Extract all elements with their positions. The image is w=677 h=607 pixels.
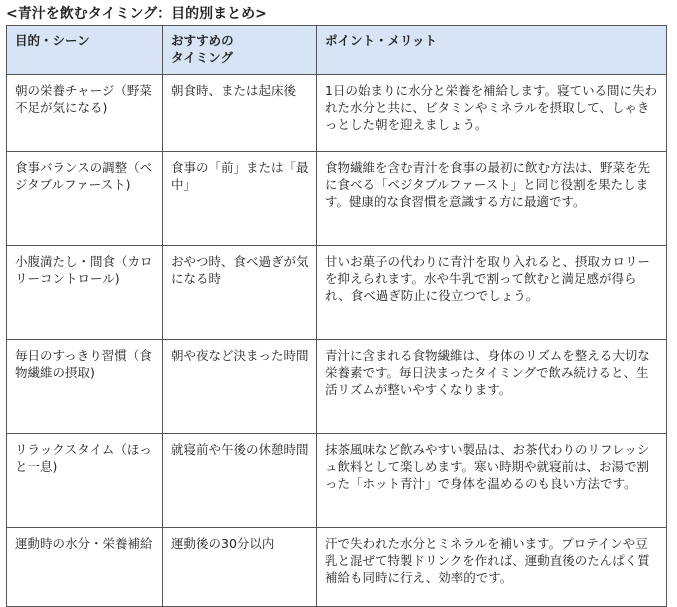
cell-scene: 食事バランスの調整（ベジタブルファースト) (7, 152, 163, 246)
cell-merit: 汗で失われた水分とミネラルを補います。プロテインや豆乳と混ぜて特製ドリンクを作れば、運動直後のたんぱく質補給も同時に行え、効率的です。 (317, 528, 667, 607)
table-header-row (7, 26, 667, 75)
table-row (7, 434, 667, 528)
table-row (7, 528, 667, 607)
cell-scene: 毎日のすっきり習慣（食物繊維の摂取) (7, 340, 163, 434)
cell-timing: 就寝前や午後の休憩時間 (163, 434, 317, 528)
cell-timing: おやつ時、食べ過ぎが気になる時 (163, 246, 317, 340)
table-row (7, 340, 667, 434)
cell-scene: 小腹満たし・間食（カロリーコントロール) (7, 246, 163, 340)
table-row (7, 75, 667, 152)
timing-table (6, 25, 667, 607)
cell-scene: 運動時の水分・栄養補給 (7, 528, 163, 607)
cell-timing: 朝や夜など決まった時間 (163, 340, 317, 434)
table-row (7, 152, 667, 246)
document-title: <青汁を飲むタイミング：目的別まとめ> (6, 6, 267, 22)
scene-text: 朝の栄養チャージ（野菜不足が気になる) (15, 83, 152, 115)
cell-scene (7, 75, 163, 152)
cell-merit: 抹茶風味など飲みやすい製品は、お茶代わりのリフレッシュ飲料として楽しめます。寒い時期や就寝前は、お湯で割った「ホット青汁」で身体を温めるのも良い方法です。 (317, 434, 667, 528)
cell-timing: 朝食時、または起床後 (163, 75, 317, 152)
cell-merit: 甘いお菓子の代わりに青汁を取り入れると、摂取カロリーを抑えられます。水や牛乳で割って飲むと満足感が得られ、食べ過ぎ防止に役立つでしょう。 (317, 246, 667, 340)
cell-scene: リラックスタイム（ほっと一息) (7, 434, 163, 528)
header-scene: 目的・シーン (7, 26, 163, 75)
cell-timing: 食事の「前」または「最中」 (163, 152, 317, 246)
cell-merit: 青汁に含まれる食物繊維は、身体のリズムを整える大切な栄養素です。毎日決まったタイミングで飲み続けると、生活リズムが整いやすくなります。 (317, 340, 667, 434)
table-row (7, 246, 667, 340)
header-merit: ポイント・メリット (317, 26, 667, 75)
cell-timing: 運動後の30分以内 (163, 528, 317, 607)
cell-merit: 食物繊維を含む青汁を食事の最初に飲む方法は、野菜を先に食べる「ベジタブルファースト」と同じ役割を果たします。健康的な食習慣を意識する方に最適です。 (317, 152, 667, 246)
cell-merit: 1日の始まりに水分と栄養を補給します。寝ている間に失われた水分と共に、ビタミンやミネラルを摂取して、しゃきっとした朝を迎えましょう。 (317, 75, 667, 152)
header-timing: おすすめの タイミング (163, 26, 317, 75)
